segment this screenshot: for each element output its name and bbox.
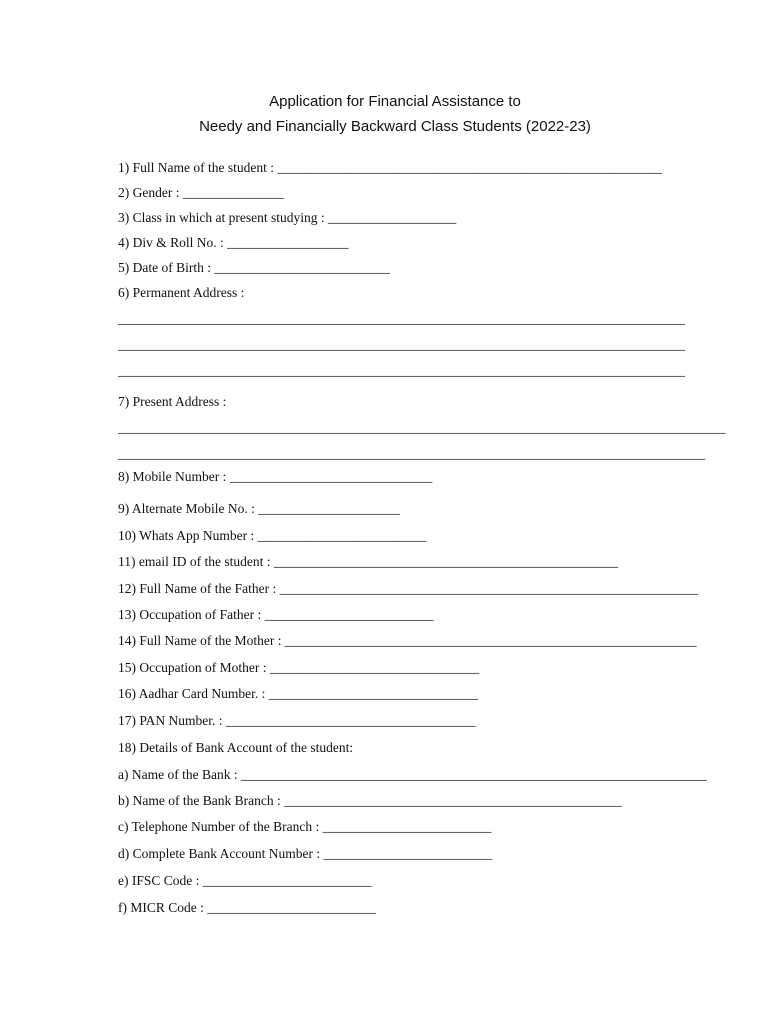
field-bank-branch: b) Name of the Bank Branch : __________________________________________________ [118,793,622,808]
field-full-name: 1) Full Name of the student : _________________________________________________________ [118,160,663,175]
field-account-number: d) Complete Bank Account Number : _________________________ [118,846,493,861]
field-mother-occupation: 15) Occupation of Mother : _______________________________ [118,660,480,675]
field-mobile: 8) Mobile Number : ______________________________ [118,469,433,484]
field-gender: 2) Gender : _______________ [118,185,285,200]
field-permanent-address: 6) Permanent Address : [118,285,245,300]
field-dob: 5) Date of Birth : __________________________ [118,260,390,275]
field-pan: 17) PAN Number. : _____________________________________ [118,713,476,728]
field-alt-mobile: 9) Alternate Mobile No. : _____________________ [118,501,400,516]
permanent-address-line: ____________________________________________________________________________________ [118,311,685,326]
field-father-occupation: 13) Occupation of Father : _________________________ [118,607,434,622]
field-father-name: 12) Full Name of the Father : ______________________________________________________________ [118,581,699,596]
field-micr: f) MICR Code : _________________________ [118,900,376,915]
field-ifsc: e) IFSC Code : _________________________ [118,873,372,888]
permanent-address-line: ____________________________________________________________________________________ [118,363,685,378]
form-title-line1: Application for Financial Assistance to [269,93,521,110]
present-address-line: __________________________________________________________________________________________ [118,420,726,435]
field-branch-phone: c) Telephone Number of the Branch : _________________________ [118,819,492,834]
permanent-address-line: ____________________________________________________________________________________ [118,337,685,352]
field-mother-name: 14) Full Name of the Mother : _____________________________________________________________ [118,633,697,648]
field-email: 11) email ID of the student : ___________________________________________________ [118,554,619,569]
field-present-address: 7) Present Address : [118,394,227,409]
field-whatsapp: 10) Whats App Number : _________________________ [118,528,427,543]
field-aadhar: 16) Aadhar Card Number. : _______________________________ [118,686,478,701]
present-address-line: _______________________________________________________________________________________ [118,446,706,461]
field-class: 3) Class in which at present studying : ___________________ [118,210,457,225]
bank-details-heading: 18) Details of Bank Account of the student: [118,740,354,755]
field-div-roll: 4) Div & Roll No. : __________________ [118,235,349,250]
field-bank-name: a) Name of the Bank : _____________________________________________________________________ [118,767,707,782]
form-title-line2: Needy and Financially Backward Class Students (2022-23) [199,118,591,135]
